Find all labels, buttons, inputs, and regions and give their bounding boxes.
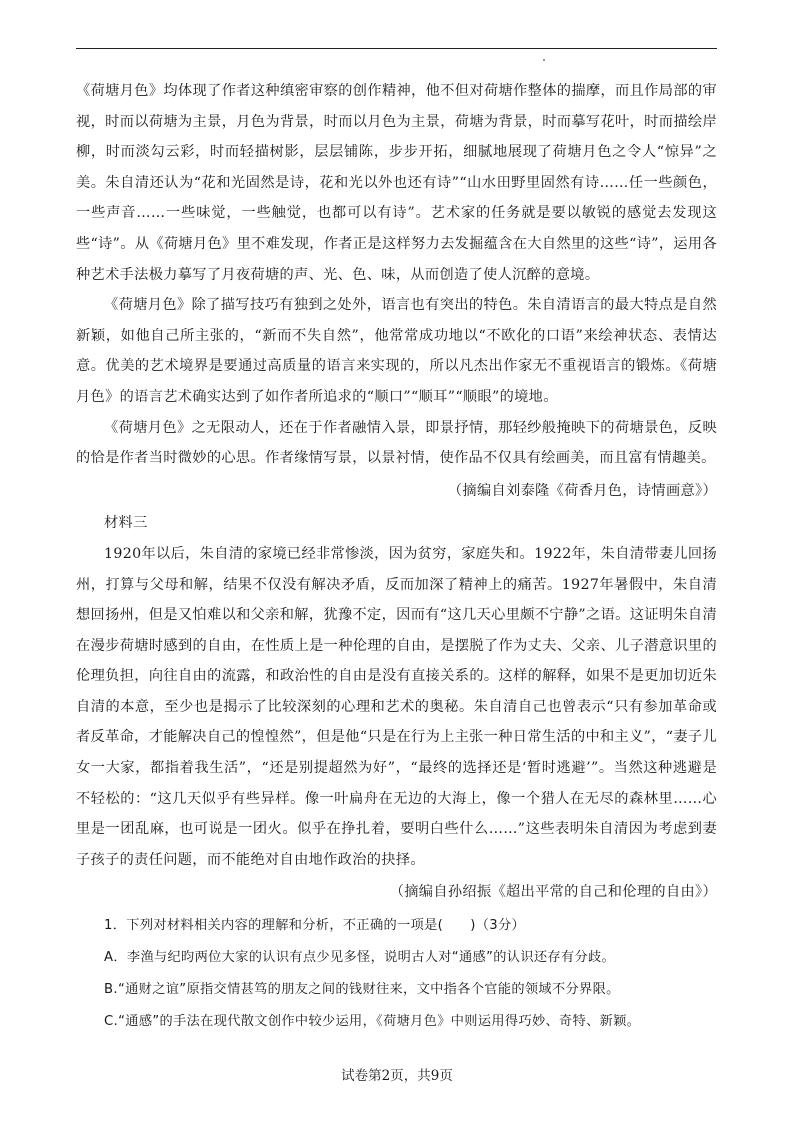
material3-heading: 材料三 xyxy=(104,515,148,532)
material2-paragraph-3: 《荷塘月色》之无限动人，还在于作者融情入景，即景抒情，那轻纱般掩映下的荷塘景色，反映的恰是作者当时微妙的心思。作者缘情写景，以景衬情，使作品不仅具有绘画美，而且富有情趣美。 xyxy=(76,419,717,467)
material3-source: （摘编自孙绍振《超出平常的自己和伦理的自由》） xyxy=(389,884,717,901)
header-dot xyxy=(543,59,545,61)
question-1-option-a: A．李渔与纪昀两位大家的认识有点少见多怪，说明古人对“通感”的认识还存有分歧。 xyxy=(104,950,616,966)
header-rule xyxy=(76,48,717,49)
question-1-option-c: C.“通感”的手法在现代散文创作中较少运用，《荷塘月色》中则运用得巧妙、奇特、新颖。 xyxy=(104,1014,641,1030)
question-1-stem: 1．下列对材料相关内容的理解和分析，不正确的一项是( )（3分） xyxy=(104,918,526,934)
material2-paragraph-2: 《荷塘月色》除了描写技巧有独到之处外，语言也有突出的特色。朱自清语言的最大特点是自然新颖，如他自己所主张的，“新而不失自然”，他常常成功地以“不欧化的口语”来绘神状态、表情达意。优美的艺术境界是要通过高质量的语言来实现的，所以凡杰出作家无不重视语言的锻炼。《荷塘月色》的语言艺术确实达到了如作者所追求的“顺口”“顺耳”“顺眼”的境地。 xyxy=(76,297,717,405)
material2-paragraph-1: 《荷塘月色》均体现了作者这种缜密审察的创作精神，他不但对荷塘作整体的揣摩，而且作局部的审视，时而以荷塘为主景，月色为背景，时而以月色为主景，荷塘为背景，时而摹写花叶，时而描绘岸柳，时而淡勾云彩，时而轻描树影，层层铺陈，步步开拓，细腻地展现了荷塘月色之令人“惊异”之美。朱自清还认为“花和光固然是诗，花和光以外也还有诗”“山水田野里固然有诗……任一些颜色，一些声音……一些味觉，一些触觉，也都可以有诗”。艺术家的任务就是要以敏锐的感觉去发现这些“诗”。从《荷塘月色》里不难发现，作者正是这样努力去发掘蕴含在大自然里的这些“诗”，运用各种艺术手法极力摹写了月夜荷塘的声、光、色、味，从而创造了使人沉醉的意境。 xyxy=(76,83,717,283)
page-footer: 试卷第2页，共9页 xyxy=(341,1068,453,1084)
page-content xyxy=(76,76,717,1038)
material2-source: （摘编自刘泰隆《荷香月色，诗情画意》） xyxy=(447,482,717,499)
question-1-option-b: B.“通财之谊”原指交情甚笃的朋友之间的钱财往来，文中指各个官能的领域不分界限。 xyxy=(104,982,620,998)
material3-paragraph-1: 1920年以后，朱自清的家境已经非常惨淡，因为贫穷，家庭失和。1922年，朱自清带妻儿回扬州，打算与父母和解，结果不仅没有解决矛盾，反而加深了精神上的痛苦。1927年暑假中，朱自清想回扬州，但是又怕难以和父亲和解，犹豫不定，因而有“这几天心里颇不宁静”之语。这证明朱自清在漫步荷塘时感到的自由，在性质上是一种伦理的自由，是摆脱了作为丈夫、父亲、儿子潜意识里的伦理负担，向往自由的流露，和政治性的自由是没有直接关系的。这样的解释，如果不是更加切近朱自清的本意，至少也是揭示了比较深刻的心理和艺术的奥秘。朱自清自己也曾表示“只有参加革命或者反革命，才能解决自己的惶惶然”，但是他“只是在行为上主张一种日常生活的中和主义”，“妻子儿女一大家，都指着我生活”，“还是别提超然为好”，“最终的选择还是‘暂时逃避’”。当然这种逃避是不轻松的：“这几天似乎有些异样。像一叶扁舟在无边的大海上，像一个猎人在无尽的森林里……心里是一团乱麻，也可说是一团火。似乎在挣扎着，要明白些什么……”这些表明朱自清因为考虑到妻子孩子的责任问题，而不能绝对自由地作政治的抉择。 xyxy=(76,545,717,868)
